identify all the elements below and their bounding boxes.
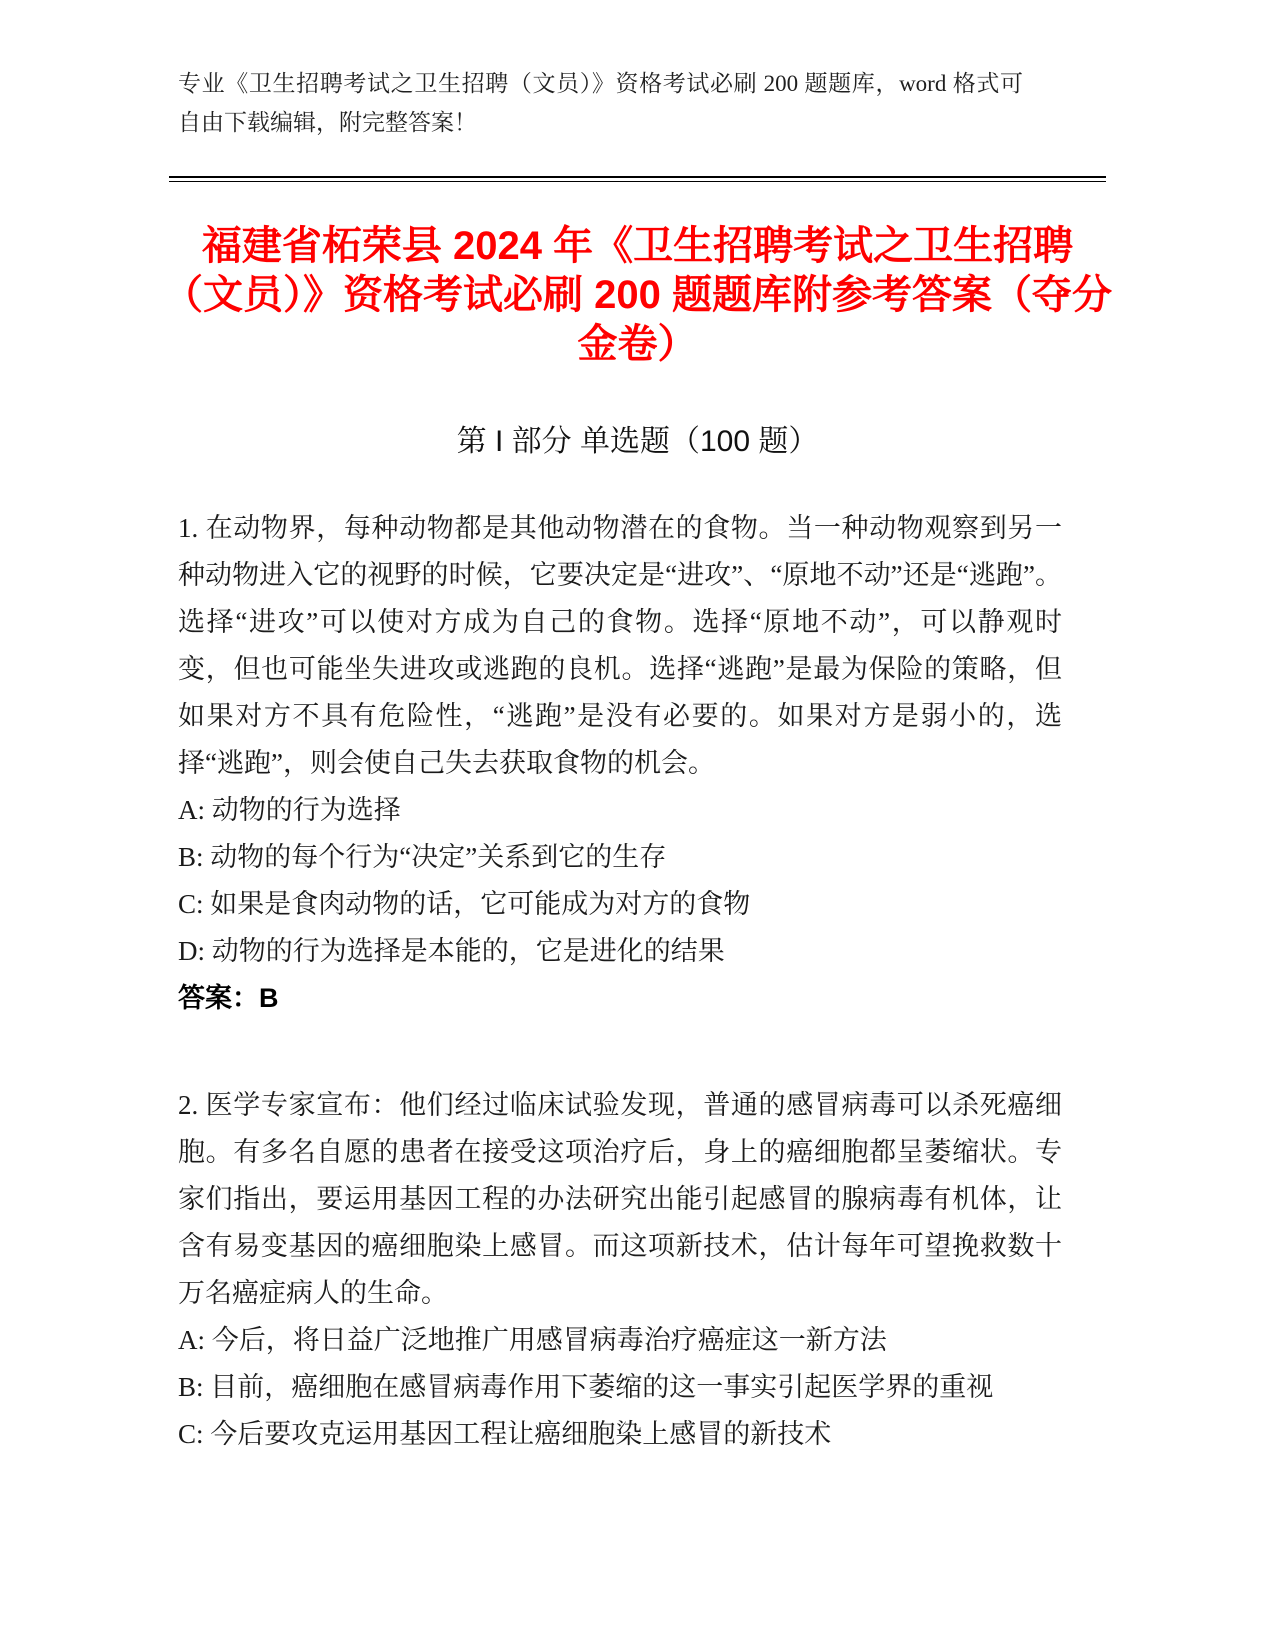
question-2-option-b: B: 目前，癌细胞在感冒病毒作用下萎缩的这一事实引起医学界的重视 [178,1372,994,1402]
question-1-answer: 答案：B [178,983,279,1013]
question-1-text: 1. 在动物界，每种动物都是其他动物潜在的食物。当一种动物观察到另一种动物进入它的视野的时候，它要决定是“进攻”、“原地不动”还是“逃跑”。选择“进攻”可以使对方成为自己的食物。选择“原地不动”，可以静观时变，但也可能坐失进攻或逃跑的良机。选择“逃跑”是最为保险的策略，但如果对方不具有危险性，“逃跑”是没有必要的。如果对方是弱小的，选择“逃跑”，则会使自己失去获取食物的机会。 [178,513,1062,778]
question-2-option-c: C: 今后要攻克运用基因工程让癌细胞染上感冒的新技术 [178,1419,832,1449]
question-1-option-a: A: 动物的行为选择 [178,795,401,825]
question-2-text: 2. 医学专家宣布：他们经过临床试验发现，普通的感冒病毒可以杀死癌细胞。有多名自愿的患者在接受这项治疗后，身上的癌细胞都呈萎缩状。专家们指出，要运用基因工程的办法研究出能引起感冒的腺病毒有机体，让含有易变基因的癌细胞染上感冒。而这项新技术，估计每年可望挽救数十万名癌症病人的生命。 [178,1090,1062,1308]
question-2 [178,1082,1062,1458]
question-1-option-d: D: 动物的行为选择是本能的，它是进化的结果 [178,936,725,966]
question-1-option-c: C: 如果是食肉动物的话，它可能成为对方的食物 [178,889,751,919]
question-1-option-b: B: 动物的每个行为“决定”关系到它的生存 [178,842,667,872]
header-divider-rule [169,176,1106,182]
question-2-option-a: A: 今后，将日益广泛地推广用感冒病毒治疗癌症这一新方法 [178,1325,887,1355]
section-heading: 第 I 部分 单选题（100 题） [456,425,819,458]
header-note: 专业《卫生招聘考试之卫生招聘（文员）》资格考试必刷 200 题题库，word 格式可自由下载编辑，附完整答案！ [178,71,1023,135]
question-1 [178,505,1062,1022]
document-title: 福建省柘荣县 2024 年《卫生招聘考试之卫生招聘（文员）》资格考试必刷 200 题题库附参考答案（夺分金卷） [163,224,1112,366]
